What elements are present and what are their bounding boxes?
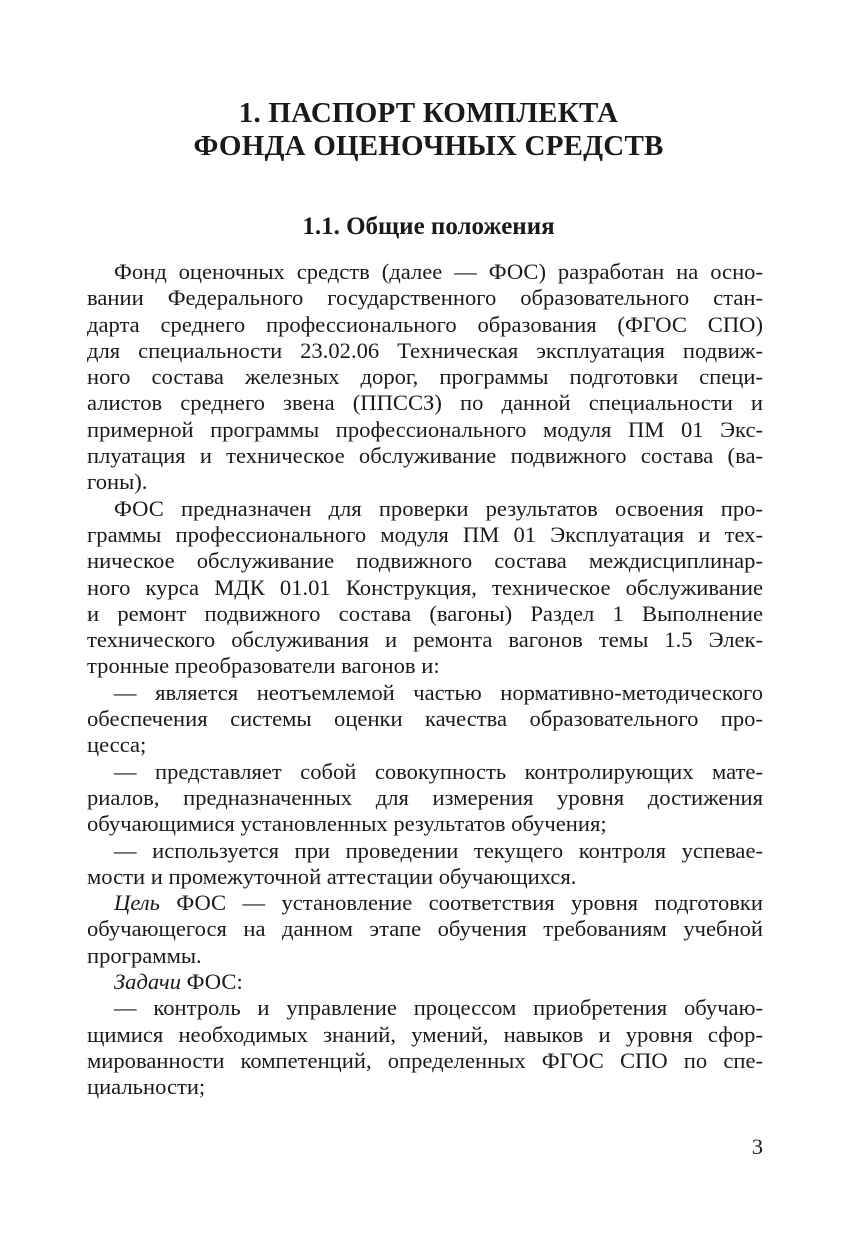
line-text: цесса;	[87, 732, 147, 758]
text-line	[87, 995, 763, 1021]
text-line	[87, 417, 763, 443]
line-text: для специальности 23.02.06 Техническая эксплуатация подвиж-	[87, 337, 763, 363]
text-line	[87, 627, 763, 653]
line-text: ФОС предназначен для проверки результатов освоения про-	[114, 495, 763, 521]
chapter-title-line-1: 1. ПАСПОРТ КОМПЛЕКТА	[238, 97, 619, 129]
line-text: обучающимися установленных результатов обучения;	[87, 811, 607, 837]
line-text: гоны).	[87, 469, 148, 495]
text-line	[87, 390, 763, 416]
text-line	[87, 338, 763, 364]
line-text: — контроль и управление процессом приобретения обучаю-	[114, 995, 763, 1021]
text-line	[87, 811, 763, 837]
text-line	[87, 522, 763, 548]
line-text: ного состава железных дорог, программы подготовки специ-	[87, 364, 763, 390]
text-line	[87, 496, 763, 522]
text-line	[87, 943, 763, 969]
line-text: алистов среднего звена (ППССЗ) по данной специальности и	[87, 390, 763, 416]
line-text: примерной программы профессионального модуля ПМ 01 Экс-	[87, 416, 763, 442]
line-text: вании Федерального государственного образовательного стан-	[87, 285, 763, 311]
line-text: Фонд оценочных средств (далее — ФОС) разработан на осно-	[114, 259, 763, 284]
line-text: и ремонт подвижного состава (вагоны) Раздел 1 Выполнение	[87, 600, 763, 626]
text-line	[87, 732, 763, 758]
text-line	[87, 1048, 763, 1074]
text-line	[87, 1074, 763, 1100]
line-text: обеспечения системы оценки качества образовательного про-	[87, 706, 763, 732]
text-line	[87, 785, 763, 811]
line-text: ническое обслуживание подвижного состава междисциплинар-	[87, 548, 763, 574]
text-line	[87, 312, 763, 338]
text-line	[87, 285, 763, 311]
chapter-title-line-2: ФОНДА ОЦЕНОЧНЫХ СРЕДСТВ	[193, 130, 664, 162]
text-line	[87, 548, 763, 574]
text-line	[87, 364, 763, 390]
text-line	[87, 601, 763, 627]
line-text: риалов, предназначенных для измерения уровня достижения	[87, 784, 763, 810]
section-title: 1.1. Общие положения	[302, 213, 555, 240]
term-connector: ФОС —	[159, 890, 282, 916]
line-text: ного курса МДК 01.01 Конструкция, техническое обслуживание	[87, 574, 763, 600]
text-line	[87, 969, 763, 995]
text-line	[87, 575, 763, 601]
text-line	[87, 680, 763, 706]
line-text: граммы профессионального модуля ПМ 01 Эксплуатация и тех-	[87, 521, 763, 547]
text-line	[87, 916, 763, 942]
text-line	[87, 443, 763, 469]
text-line	[87, 759, 763, 785]
text-line	[87, 653, 763, 679]
line-text: плуатация и техническое обслуживание подвижного состава (ва-	[87, 443, 763, 469]
body-text	[87, 259, 763, 1101]
line-text: дарта среднего профессионального образования (ФГОС СПО)	[87, 311, 763, 337]
line-text: циальности;	[87, 1074, 206, 1100]
line-text: — используется при проведении текущего контроля успевае-	[114, 837, 763, 863]
text-line	[87, 864, 763, 890]
italic-term: Цель	[114, 890, 160, 916]
text-line	[87, 890, 763, 916]
line-text: тронные преобразователи вагонов и:	[87, 653, 440, 679]
line-text: мированности компетенций, определенных ФГОС СПО по спе-	[87, 1047, 763, 1073]
text-line	[87, 838, 763, 864]
italic-term: Задачи	[114, 969, 181, 995]
line-text: обучающегося на данном этапе обучения требованиям учебной	[87, 916, 763, 942]
line-text: технического обслуживания и ремонта вагонов темы 1.5 Элек-	[87, 627, 763, 653]
page-number: 3	[751, 1134, 763, 1159]
line-text: — представляет собой совокупность контролирующих мате-	[114, 758, 763, 784]
text-line	[87, 469, 763, 495]
line-text: ФОС:	[186, 969, 243, 995]
text-line	[87, 1022, 763, 1048]
chapter-title	[90, 97, 767, 163]
text-line	[87, 259, 763, 285]
line-text: щимися необходимых знаний, умений, навыков и уровня сфор-	[87, 1021, 763, 1047]
line-text: мости и промежуточной аттестации обучающихся.	[87, 863, 577, 889]
line-text: программы.	[87, 942, 202, 968]
text-line	[87, 706, 763, 732]
line-text: — является неотъемлемой частью нормативно-методического	[114, 679, 763, 705]
line-text: установление соответствия уровня подготовки	[281, 890, 763, 916]
